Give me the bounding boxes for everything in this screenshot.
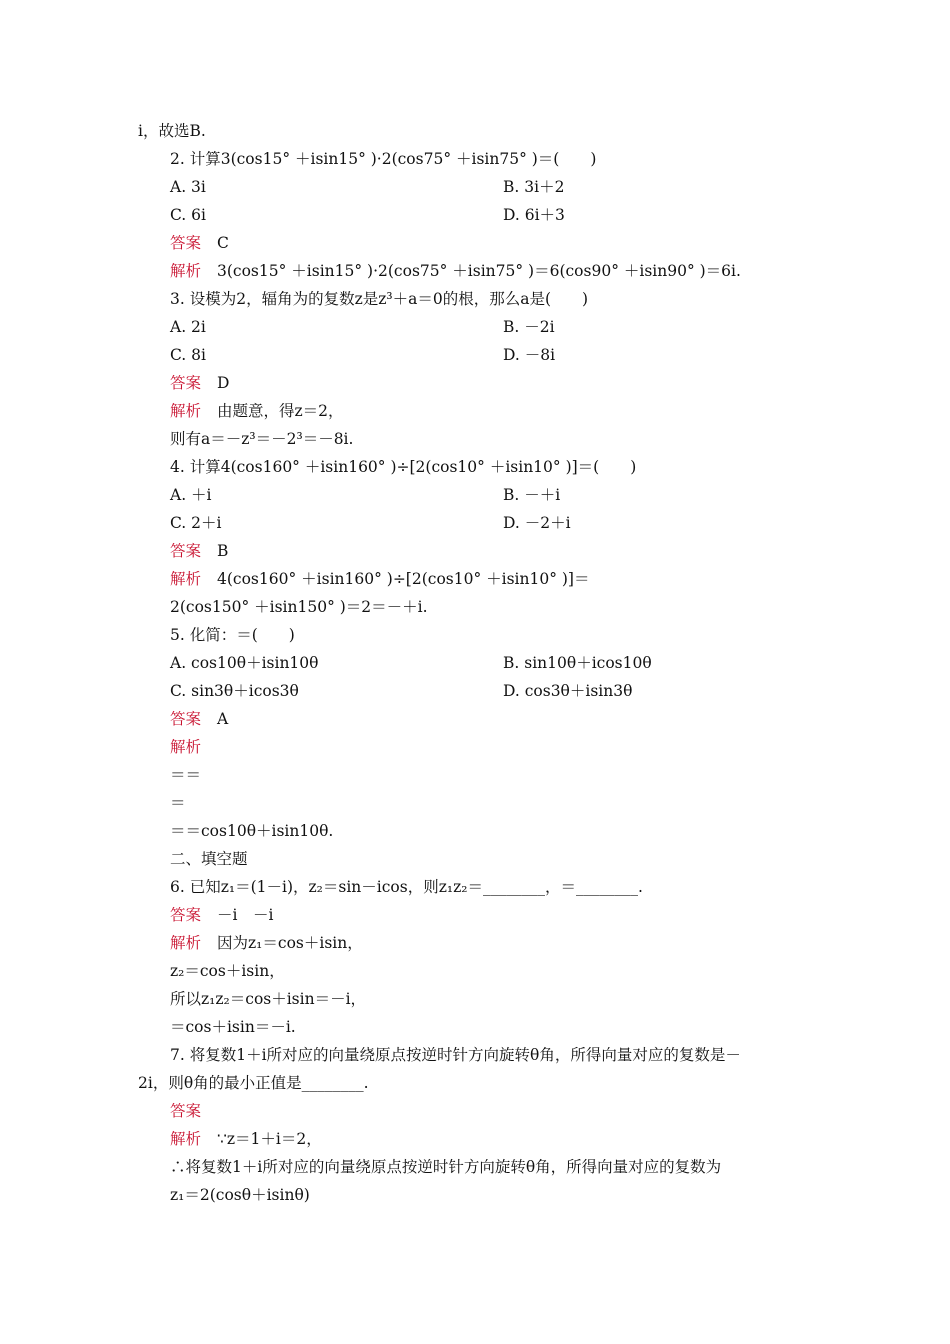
analysis-line	[170, 400, 344, 422]
option-c: C. 8i	[170, 346, 206, 364]
answer-value: A	[217, 710, 229, 728]
option-a: A. ＋i	[170, 486, 212, 504]
answer-label: 答案	[170, 542, 202, 560]
analysis-line	[170, 260, 741, 282]
analysis-label: 解析	[170, 262, 202, 280]
answer-value: D	[217, 374, 230, 392]
text-line: 则有a＝－z³＝－2³＝－8i.	[170, 430, 354, 448]
answer-label: 答案	[170, 374, 202, 392]
analysis-label: 解析	[170, 738, 202, 756]
option-d: D. －8i	[503, 346, 556, 364]
answer-label: 答案	[170, 906, 202, 924]
text-line: ＝＝cos10θ＋isin10θ.	[170, 822, 334, 840]
answer-line	[170, 232, 229, 254]
section-heading: 二、填空题	[170, 850, 248, 868]
analysis-text: 因为z₁＝cos＋isin，	[217, 934, 363, 952]
question-4: 4. 计算4(cos160° ＋isin160° )÷[2(cos10° ＋isin10° )]＝( )	[170, 458, 637, 476]
option-a: A. 3i	[170, 178, 206, 196]
text-line: i，故选B.	[138, 122, 206, 140]
answer-line	[170, 904, 273, 926]
answer-line	[170, 372, 229, 394]
analysis-line	[170, 932, 363, 954]
option-b: B. －2i	[503, 318, 555, 336]
text-line: ∴将复数1＋i所对应的向量绕原点按逆时针方向旋转θ角，所得向量对应的复数为	[170, 1158, 722, 1176]
analysis-label: 解析	[170, 570, 202, 588]
answer-label: 答案	[170, 234, 202, 252]
text-line: z₁＝2(cosθ＋isinθ)	[170, 1186, 310, 1204]
analysis-line	[170, 1128, 322, 1150]
answer-value: C	[217, 234, 229, 252]
text-line: z₂＝cos＋isin，	[170, 962, 285, 980]
analysis-label: 解析	[170, 934, 202, 952]
question-7: 7. 将复数1＋i所对应的向量绕原点按逆时针方向旋转θ角，所得向量对应的复数是－	[170, 1046, 741, 1064]
analysis-text: 3(cos15° ＋isin15° )·2(cos75° ＋isin75° )＝6(cos90° ＋isin90° )＝6i.	[217, 262, 741, 280]
option-c: C. 2＋i	[170, 514, 222, 532]
analysis-text: ∵z＝1＋i＝2，	[217, 1130, 322, 1148]
answer-line	[170, 708, 228, 730]
option-a: A. cos10θ＋isin10θ	[170, 654, 319, 672]
option-c: C. 6i	[170, 206, 206, 224]
option-c: C. sin3θ＋icos3θ	[170, 682, 299, 700]
analysis-line	[170, 568, 589, 590]
answer-line	[170, 1100, 201, 1122]
question-3: 3. 设模为2，辐角为的复数z是z³＋a＝0的根，那么a是( )	[170, 290, 589, 308]
text-line: ＝	[170, 794, 186, 812]
option-d: D. cos3θ＋isin3θ	[503, 682, 633, 700]
answer-value: －i －i	[217, 906, 274, 924]
answer-label: 答案	[170, 710, 202, 728]
answer-label: 答案	[170, 1102, 202, 1120]
question-2: 2. 计算3(cos15° ＋isin15° )·2(cos75° ＋isin75° )＝( )	[170, 150, 597, 168]
question-5: 5. 化简：＝( )	[170, 626, 295, 644]
option-d: D. 6i＋3	[503, 206, 565, 224]
question-6: 6. 已知z₁＝(1－i)，z₂＝sin－icos，则z₁z₂＝________，＝________.	[170, 878, 643, 896]
analysis-text: 4(cos160° ＋isin160° )÷[2(cos10° ＋isin10° )]＝	[217, 570, 590, 588]
text-line: ＝cos＋isin＝－i.	[170, 1018, 296, 1036]
option-a: A. 2i	[170, 318, 206, 336]
answer-value: B	[217, 542, 229, 560]
text-line: 2(cos150° ＋isin150° )＝2＝－＋i.	[170, 598, 428, 616]
analysis-label: 解析	[170, 402, 202, 420]
answer-line	[170, 540, 228, 562]
text-line: ＝＝	[170, 766, 202, 784]
option-d: D. －2＋i	[503, 514, 571, 532]
option-b: B. －＋i	[503, 486, 561, 504]
option-b: B. sin10θ＋icos10θ	[503, 654, 652, 672]
analysis-line	[170, 736, 201, 758]
text-line: 2i，则θ角的最小正值是________.	[138, 1074, 369, 1092]
analysis-text: 由题意，得z＝2，	[217, 402, 344, 420]
text-line: 所以z₁z₂＝cos＋isin＝－i，	[170, 990, 367, 1008]
analysis-label: 解析	[170, 1130, 202, 1148]
option-b: B. 3i＋2	[503, 178, 565, 196]
